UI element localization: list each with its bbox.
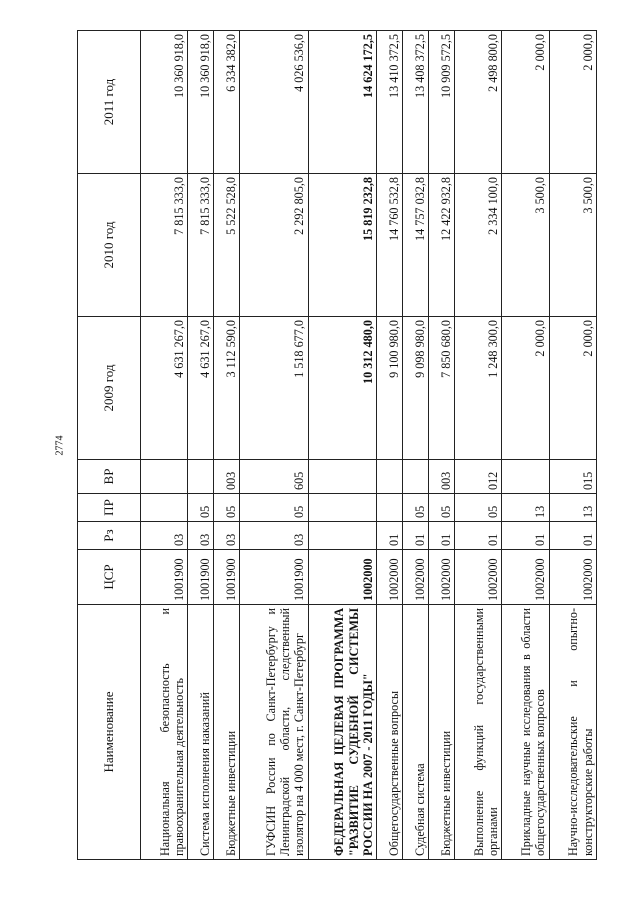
row-rz: 01 — [377, 522, 403, 550]
row-2009: 1 248 300,0 — [455, 317, 502, 460]
row-vr: 012 — [455, 460, 502, 494]
row-2010: 3 500,0 — [502, 174, 549, 317]
header-csr: ЦСР — [78, 550, 141, 605]
row-2009: 9 100 980,0 — [377, 317, 403, 460]
row-pr — [141, 494, 188, 522]
row-2011: 2 498 800,0 — [455, 31, 502, 174]
row-2010: 14 757 032,8 — [403, 174, 429, 317]
row-csr: 1002000 — [429, 550, 455, 605]
row-2011: 10 909 572,5 — [429, 31, 455, 174]
row-2010: 7 815 333,0 — [188, 174, 214, 317]
row-name: Бюджетные инвестиции — [429, 605, 455, 860]
row-2010: 7 815 333,0 — [141, 174, 188, 317]
row-vr: 003 — [214, 460, 240, 494]
row-2009: 2 000,0 — [502, 317, 549, 460]
row-name: Судебная система — [403, 605, 429, 860]
row-csr: 1001900 — [188, 550, 214, 605]
row-rz: 01 — [502, 522, 549, 550]
row-vr — [403, 460, 429, 494]
header-vr: ВР — [78, 460, 141, 494]
row-rz — [308, 522, 377, 550]
row-pr: 05 — [214, 494, 240, 522]
header-2009: 2009 год — [78, 317, 141, 460]
row-2009: 3 112 590,0 — [214, 317, 240, 460]
row-rz: 03 — [240, 522, 309, 550]
table-row — [403, 31, 429, 860]
row-2010: 15 819 232,8 — [308, 174, 377, 317]
table-row — [214, 31, 240, 860]
row-2010: 2 334 100,0 — [455, 174, 502, 317]
row-csr: 1002000 — [377, 550, 403, 605]
row-vr — [502, 460, 549, 494]
row-2009: 4 631 267,0 — [188, 317, 214, 460]
row-2009: 1 518 677,0 — [240, 317, 309, 460]
row-csr: 1002000 — [403, 550, 429, 605]
row-2011: 13 408 372,5 — [403, 31, 429, 174]
row-pr: 05 — [455, 494, 502, 522]
row-name: Научно-исследовательские и опытно-конструкторские работы — [549, 605, 596, 860]
page-number: 2774 — [54, 435, 66, 456]
rotated-table-container — [77, 30, 597, 860]
row-rz: 03 — [141, 522, 188, 550]
row-rz: 01 — [429, 522, 455, 550]
row-csr: 1001900 — [214, 550, 240, 605]
row-pr: 05 — [403, 494, 429, 522]
row-2009: 4 631 267,0 — [141, 317, 188, 460]
row-name: ГУФСИН России по Санкт-Петербургу и Ленинградской области, следственный изолятор на 4 000 мест, г. Санкт-Петербург — [240, 605, 309, 860]
row-rz: 01 — [403, 522, 429, 550]
row-csr: 1001900 — [141, 550, 188, 605]
row-2010: 5 522 528,0 — [214, 174, 240, 317]
table-row — [429, 31, 455, 860]
table-row — [240, 31, 309, 860]
row-vr: 003 — [429, 460, 455, 494]
row-2009: 9 098 980,0 — [403, 317, 429, 460]
header-rz: Рз — [78, 522, 141, 550]
row-2010: 14 760 532,8 — [377, 174, 403, 317]
row-csr: 1002000 — [308, 550, 377, 605]
row-name: Общегосударственные вопросы — [377, 605, 403, 860]
row-rz: 01 — [455, 522, 502, 550]
row-2010: 12 422 932,8 — [429, 174, 455, 317]
row-csr: 1002000 — [549, 550, 596, 605]
row-rz: 03 — [188, 522, 214, 550]
row-pr: 13 — [502, 494, 549, 522]
row-vr — [141, 460, 188, 494]
row-name: Прикладные научные исследования в области общегосударственных вопросов — [502, 605, 549, 860]
row-vr — [377, 460, 403, 494]
row-2010: 2 292 805,0 — [240, 174, 309, 317]
row-rz: 03 — [214, 522, 240, 550]
header-2011: 2011 год — [78, 31, 141, 174]
table-row — [377, 31, 403, 860]
row-csr: 1002000 — [455, 550, 502, 605]
table-row — [141, 31, 188, 860]
row-csr: 1002000 — [502, 550, 549, 605]
table-row — [188, 31, 214, 860]
row-2011: 2 000,0 — [549, 31, 596, 174]
table-row — [502, 31, 549, 860]
row-2011: 6 334 382,0 — [214, 31, 240, 174]
row-2009: 2 000,0 — [549, 317, 596, 460]
row-name: Бюджетные инвестиции — [214, 605, 240, 860]
row-pr — [308, 494, 377, 522]
row-pr: 13 — [549, 494, 596, 522]
row-2010: 3 500,0 — [549, 174, 596, 317]
table-row-program — [308, 31, 377, 860]
row-csr: 1001900 — [240, 550, 309, 605]
row-name: Выполнение функций государственными органами — [455, 605, 502, 860]
row-vr: 605 — [240, 460, 309, 494]
row-2011: 4 026 536,0 — [240, 31, 309, 174]
row-2009: 10 312 480,0 — [308, 317, 377, 460]
row-name: Система исполнения наказаний — [188, 605, 214, 860]
table-row — [455, 31, 502, 860]
row-2011: 14 624 172,5 — [308, 31, 377, 174]
row-rz: 01 — [549, 522, 596, 550]
row-2011: 13 410 372,5 — [377, 31, 403, 174]
header-pr: ПР — [78, 494, 141, 522]
table-header-row — [78, 31, 141, 860]
row-vr — [188, 460, 214, 494]
row-2011: 10 360 918,0 — [141, 31, 188, 174]
row-2011: 2 000,0 — [502, 31, 549, 174]
row-2011: 10 360 918,0 — [188, 31, 214, 174]
header-2010: 2010 год — [78, 174, 141, 317]
row-vr: 015 — [549, 460, 596, 494]
row-name: Национальная безопасность и правоохранительная деятельность — [141, 605, 188, 860]
budget-table — [77, 30, 597, 860]
header-name: Наименование — [78, 605, 141, 860]
row-name: ФЕДЕРАЛЬНАЯ ЦЕЛЕВАЯ ПРОГРАММА "РАЗВИТИЕ СУДЕБНОЙ СИСТЕМЫ РОССИИ НА 2007 - 2011 ГОДЫ" — [308, 605, 377, 860]
row-vr — [308, 460, 377, 494]
table-row — [549, 31, 596, 860]
row-pr — [377, 494, 403, 522]
row-2009: 7 850 680,0 — [429, 317, 455, 460]
row-pr: 05 — [429, 494, 455, 522]
row-pr: 05 — [240, 494, 309, 522]
row-pr: 05 — [188, 494, 214, 522]
